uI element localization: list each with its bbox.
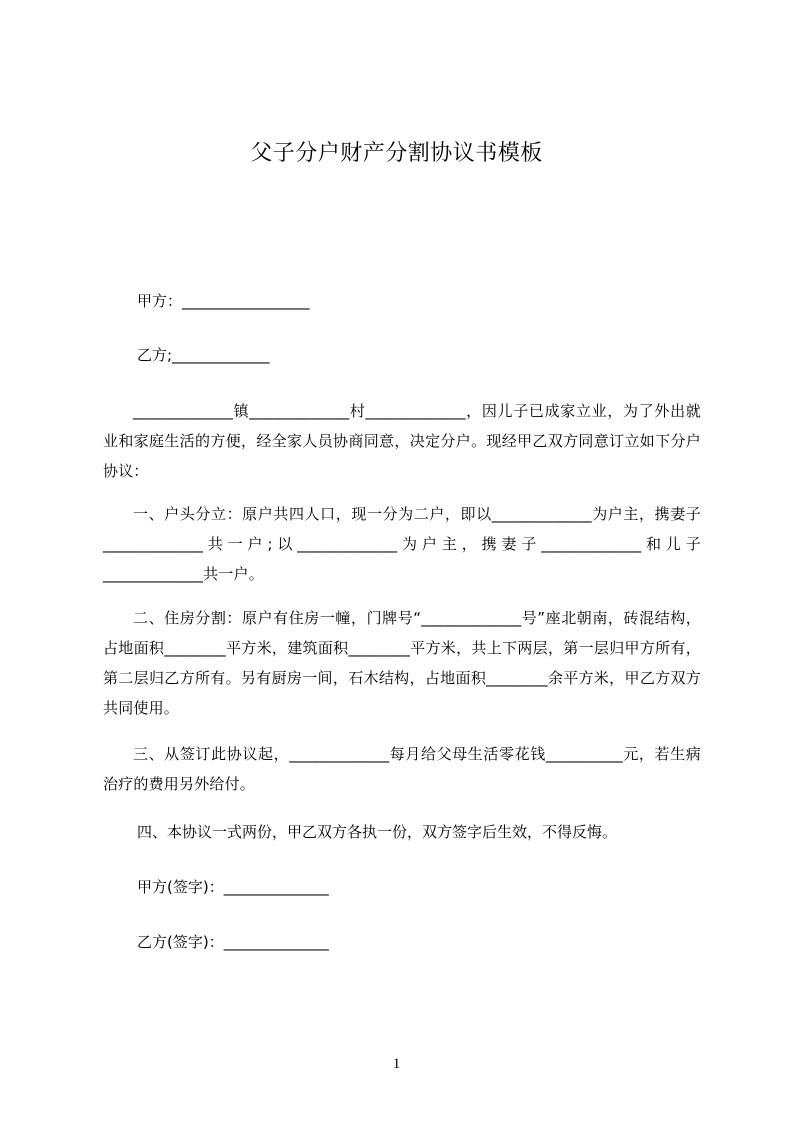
document-title: 父子分户财产分割协议书模板 — [250, 141, 543, 166]
party-a-line: 甲方：_________________ — [137, 292, 310, 310]
party-a-signature: 甲方(签字)：______________ — [137, 878, 329, 896]
party-b-line: 乙方;_____________ — [137, 346, 270, 364]
page-number: 1 — [392, 1056, 401, 1072]
clause-house-division: 二、住房分割：原户有住房一幢，门牌号“_____________号”座北朝南，砖混结构，占地面积________平方米，建筑面积________平方米，共上下两层，第一层归甲方所有，第二层归乙方所有。另有厨房一间，石木结构，占地面积________余平方米，甲乙方双方共同使用。 — [103, 609, 701, 717]
clause-household-split: 一、户头分立：原户共四人口，现一分为二户，即以_____________为户主，携妻子_____________共一户;以_____________为户主，携妻子_____________和儿子_____________共一户。 — [103, 505, 701, 583]
party-b-signature: 乙方(签字)：______________ — [137, 933, 329, 951]
clause-living-allowance: 三、从签订此协议起，_____________每月给父母生活零花钱__________元，若生病治疗的费用另外给付。 — [103, 745, 701, 793]
intro-paragraph: _____________镇_____________村_____________，因儿子已成家立业，为了外出就业和家庭生活的方便，经全家人员协商同意，决定分户。现经甲乙双方同意订立如下分户协议： — [103, 402, 701, 480]
clause-copies: 四、本协议一式两份，甲乙双方各执一份，双方签字后生效，不得反悔。 — [137, 823, 618, 841]
